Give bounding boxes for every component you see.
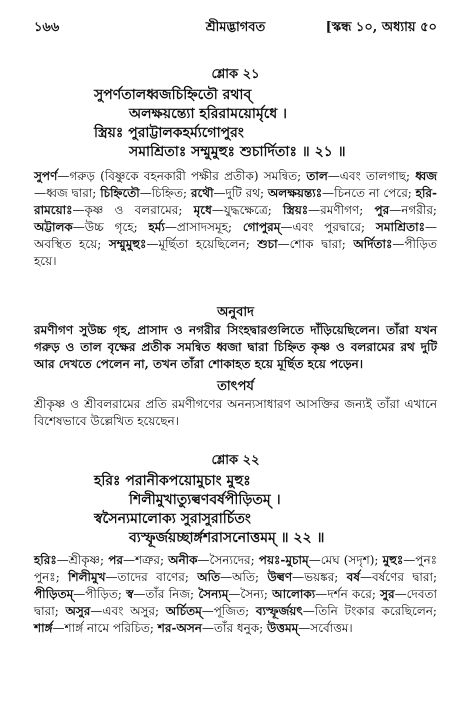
synonym-term: অর্দিতাঃ [353,237,393,251]
synonym-meaning: —ভয়ঙ্কর; [292,570,347,584]
synonym-meaning: —এবং পুরদ্বারে; [280,220,376,234]
synonym-meaning: —চিনতে না পেরে; [322,186,416,200]
synonym-term: শার্ঙ্গ [34,621,53,635]
verse-line: স্বসৈন্যমালোক্য সুরাসুরার্চিতং [94,511,251,527]
synonym-term: পয়ঃ-মুচাম্ [258,553,309,567]
synonym-term: রথৌ [190,186,214,200]
verse-line: শিলীমুখাত্যুল্বণবর্ষপীড়িতম্ । [129,492,281,508]
synonym-term: আলোক্য [272,587,316,601]
section-reference: [স্কন্ধ ১০, অধ্যায় ৫০ [325,20,437,35]
purport-text: শ্রীকৃষ্ণ ও শ্রীবলরামের প্রতি রমণীগণের অনন্যসাধারণ আসক্তির জন্যই তাঁরা এখানে বিশেষভাবে উল্লেখিত হয়েছেন। [34,397,437,428]
synonym-term: সুর [380,587,395,601]
synonym-meaning: —শত্রুর; [122,553,169,567]
synonym-meaning: —শ্রীকৃষ্ণ; [56,553,109,567]
page-number: ১৬৬ [34,20,60,35]
shloka-22-heading: শ্লোক ২২ [211,453,260,468]
synonym-meaning: —উচ্চ গৃহে; [72,220,149,234]
synonym-meaning: —গরুড় (বিষ্ণুকে বহনকারী পক্ষীর প্রতীক) সমন্বিত; [57,169,307,183]
synonym-term: পুর [374,203,390,217]
synonym-term: হরিঃ [34,553,57,567]
synonym-meaning: —পীড়িত হয়ে। [34,237,437,268]
synonym-term: শুচা [257,237,278,251]
synonym-term: ধ্বজ [415,169,438,183]
synonym-meaning: —এবং অসুর; [90,604,166,618]
synonym-meaning: —শার্ঙ্গ নামে পরিচিত; [52,621,158,635]
synonym-term: সম্মুমুহুঃ [108,237,147,251]
synonym-meaning: —মূর্ছিতা হয়েছিলেন; [146,237,258,251]
shloka-21-heading: শ্লোক ২১ [211,67,260,82]
synonym-meaning: —তাদের বাণের; [105,570,198,584]
synonym-term: স্ত্রিয়ঃ [283,203,309,217]
synonym-meaning: —দর্শন করে; [315,587,381,601]
synonym-meaning: —এবং তালগাছ; [327,169,416,183]
shloka-22-verse [34,472,437,548]
verse-line: স্ত্রিয়ঃ পুরাট্টালকহর্ম্যগোপুরং [94,125,244,141]
synonym-term: তাল [306,169,328,183]
shloka-22-synonyms [34,552,437,637]
synonym-term: অর্চিতম্ [165,604,202,618]
synonym-meaning: —শোক দ্বারা; [277,237,354,251]
synonym-meaning: —তাঁর নিজ; [133,587,199,601]
synonym-meaning: —সৈন্যদের; [197,553,259,567]
synonym-term: ব্যস্ফূর্জয়ৎ [255,604,303,618]
synonym-term: শিলীমুখ [68,570,106,584]
synonym-meaning: —তিনি টংকার করেছিলেন; [302,604,437,618]
synonym-term: পীড়িতম্ [34,587,74,601]
shloka-21-verse [34,86,437,162]
synonym-meaning: —তাঁর ধনুক; [201,621,268,635]
translation-text: রমণীগণ সুউচ্চ গৃহ, প্রাসাদ ও নগরীর সিংহদ্বারগুলিতে দাঁড়িয়েছিলেন। তাঁরা যখন গরুড় ও তাল বৃক্ষের প্রতীক সমন্বিত ধ্বজা দ্বারা চিহ্নিত কৃষ্ণ ও বলরামের রথ দুটি আর দেখতে পেলেন না, তখন তাঁরা শোকাহত হয়ে মূর্ছিত হয়ে পড়েন। [34,323,437,371]
synonym-term: সমাশ্রিতাঃ [375,220,426,234]
synonym-meaning: —পীড়িত; [73,587,127,601]
verse-line: সুপর্ণতালধ্বজচিহ্নিতৌ রথাব্ [94,87,252,103]
synonym-term: হরি-রাময়োঃ [34,186,437,217]
synonym-meaning: —অবস্থিত হয়ে; [34,220,438,251]
synonym-term: শর-অসন [157,621,202,635]
synonym-term: উল্বণ [267,570,293,584]
synonym-meaning: —বর্ষণের দ্বারা; [359,570,437,584]
synonym-meaning: —মেঘ (সদৃশ); [308,553,383,567]
synonym-term: পর [108,553,123,567]
verse-line: অলক্ষয়ন্ত্যো হরিরাময়োর্মৃধে । [129,106,288,122]
synonym-term: গোপুরম্ [242,220,281,234]
verse-line: হরিঃ পরানীকপয়োমুচাং মুহুঃ [94,473,251,489]
synonym-term: উত্তমম্ [267,621,299,635]
synonym-meaning: —দুটি রথ; [213,186,268,200]
synonym-term: স্ব [126,587,134,601]
synonym-meaning: —সৈন্য; [228,587,273,601]
synonym-meaning: —পুনঃ পুনঃ; [34,553,438,584]
synonym-term: মৃধে [193,203,212,217]
synonym-term: অসুর [65,604,91,618]
synonym-term: সুপর্ণ [34,169,58,183]
synonym-term: বর্ষ [346,570,360,584]
synonym-term: অট্টালক [34,220,73,234]
synonym-meaning: —রমণীগণ; [308,203,375,217]
running-title: শ্রীমদ্ভাগবত [205,20,266,35]
synonym-term: অতি [197,570,221,584]
synonym-meaning: —ধ্বজ দ্বারা; [34,186,101,200]
synonym-meaning: —কৃষ্ণ ও বলরামের; [72,203,194,217]
synonym-meaning: —প্রাসাদসমূহ; [164,220,243,234]
synonym-meaning: —নগরীর; [389,203,437,217]
synonym-term: অলক্ষয়ন্ত্যঃ [267,186,323,200]
synonym-meaning: —যুদ্ধক্ষেত্রে; [211,203,284,217]
synonym-meaning: —দেবতা দ্বারা; [34,587,437,618]
synonym-term: সৈন্যম্ [198,587,229,601]
synonym-meaning: —চিহ্নিত; [139,186,191,200]
verse-line: সমাশ্রিতাঃ সম্মুমুহুঃ শুচার্দিতাঃ ॥ ২১ ॥ [129,144,346,160]
page-header [34,18,437,38]
synonym-meaning: —সর্বোত্তম। [298,621,353,635]
purport-heading: তাৎপর্য [217,379,254,394]
translation-heading: অনুবাদ [217,305,254,320]
synonym-term: হর্ম্য [148,220,165,234]
synonym-meaning: —পূজিত; [201,604,256,618]
shloka-21-synonyms [34,168,437,270]
synonym-term: মুহুঃ [382,553,404,567]
synonym-term: অনীক [168,553,198,567]
synonym-meaning: —অতি; [220,570,268,584]
synonym-term: চিহ্নিতৌ [100,186,140,200]
verse-line: ব্যস্ফূর্জয়চ্ছার্ঙ্গশরাসনোত্তমম্ ॥ ২২ ॥ [129,530,325,546]
